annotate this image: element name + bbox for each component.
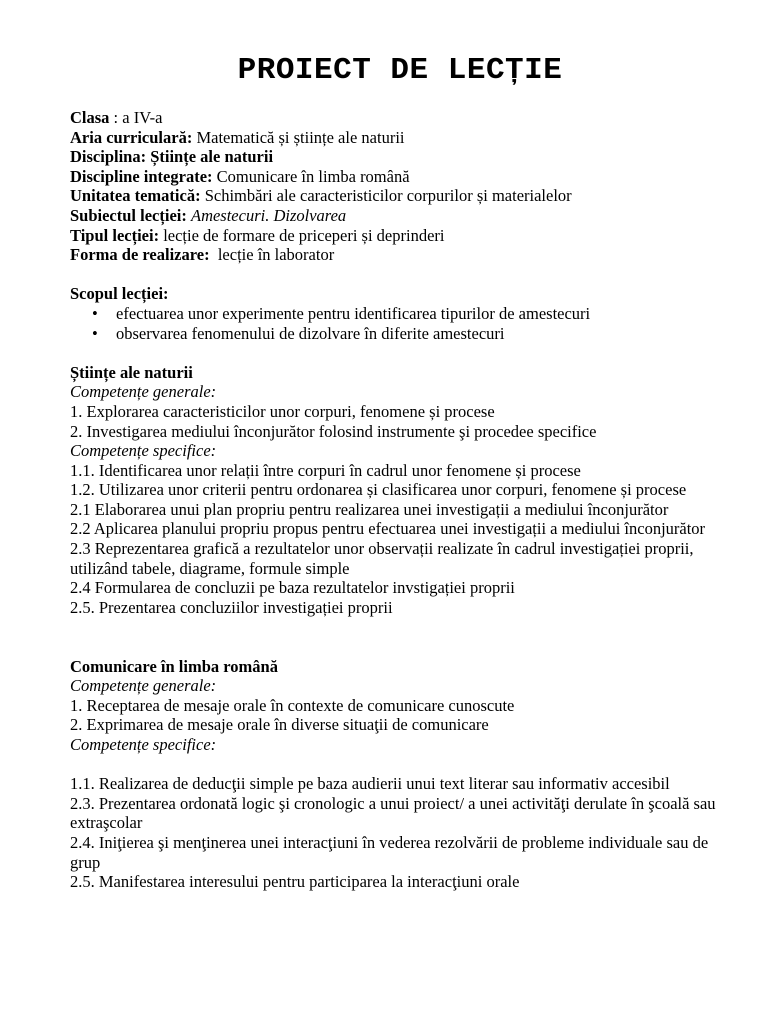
list-item: 2.3. Prezentarea ordonată logic şi cronologic a unui proiect/ a unei activităţi derulate în şcoală sau extraşcolar [70,793,716,833]
list-item: 2. Exprimarea de mesaje orale în diverse situaţii de comunicare [70,715,489,735]
bullet-icon: • [92,303,98,323]
romanian-heading: Comunicare în limba română [70,656,278,676]
meta-lesson-subject: Subiectul lecției: Amestecuri. Dizolvarea [70,205,347,225]
meta-thematic-unit: Unitatea tematică: Schimbări ale caracteristicilor corpurilor și materialelor [70,186,572,206]
page-title: PROIECT DE LECȚIE [237,53,563,88]
list-item: 1.1. Realizarea de deducţii simple pe baza audierii unui text literar sau informativ accesibil [70,774,670,794]
meta-class: Clasa : a IV-a [70,108,163,127]
list-item: • observarea fenomenului de dizolvare în diferite amestecuri [92,323,505,343]
meta-realization-form: Forma de realizare: lecție în laborator [70,245,335,265]
list-item: 2.5. Prezentarea concluziilor investigației proprii [70,597,393,617]
meta-curricular-area: Aria curriculară: Matematică și științe ale naturii [70,127,405,147]
list-item: 2.1 Elaborarea unui plan propriu pentru realizarea unei investigații a mediului înconjurător [70,499,669,519]
science-general-label: Competențe generale: [70,382,217,402]
document-body [70,108,734,892]
romanian-specific-label: Competențe specifice: [70,735,217,754]
meta-discipline: Disciplina: Științe ale naturii [70,147,274,167]
list-item: 2.2 Aplicarea planului propriu propus pentru efectuarea unei investigații a mediului înconjurător [70,519,706,539]
bullet-icon: • [92,323,98,343]
list-item: 1.1. Identificarea unor relații între corpuri în cadrul unor fenomene și procese [70,460,581,480]
list-item: 2.3 Reprezentarea grafică a rezultatelor unor observații realizate în cadrul investigației proprii, utilizând tabele, diagrame, formule simple [70,539,694,578]
list-item: 2. Investigarea mediului înconjurător folosind instrumente şi procedee specifice [70,421,597,441]
science-heading: Științe ale naturii [70,362,193,382]
romanian-section [70,657,734,892]
list-item: 1. Receptarea de mesaje orale în contexte de comunicare cunoscute [70,695,515,715]
list-item: 1. Explorarea caracteristicilor unor corpuri, fenomene și procese [70,401,495,421]
romanian-general-label: Competențe generale: [70,676,217,696]
list-item: 2.5. Manifestarea interesului pentru participarea la interacţiuni orale [70,872,520,892]
scope-list [70,304,734,343]
list-item: 1.2. Utilizarea unor criterii pentru ordonarea și clasificarea unor corpuri, fenomene și procese [70,480,687,500]
science-specific-label: Competențe specifice: [70,441,217,461]
science-section [70,363,734,618]
list-item: 2.4. Iniţierea şi menţinerea unei interacţiuni în vederea rezolvării de probleme individuale sau de grup [70,832,709,872]
scope-heading: Scopul lecției: [70,284,169,304]
meta-lesson-type: Tipul lecției: lecție de formare de priceperi și deprinderi [70,225,445,245]
meta-integrated-disciplines: Discipline integrate: Comunicare în limba română [70,166,410,186]
list-item: 2.4 Formularea de concluzii pe baza rezultatelor invstigației proprii [70,578,515,598]
lesson-scope [70,284,734,343]
list-item: • efectuarea unor experimente pentru identificarea tipurilor de amestecuri [92,303,591,323]
lesson-meta [70,108,734,265]
